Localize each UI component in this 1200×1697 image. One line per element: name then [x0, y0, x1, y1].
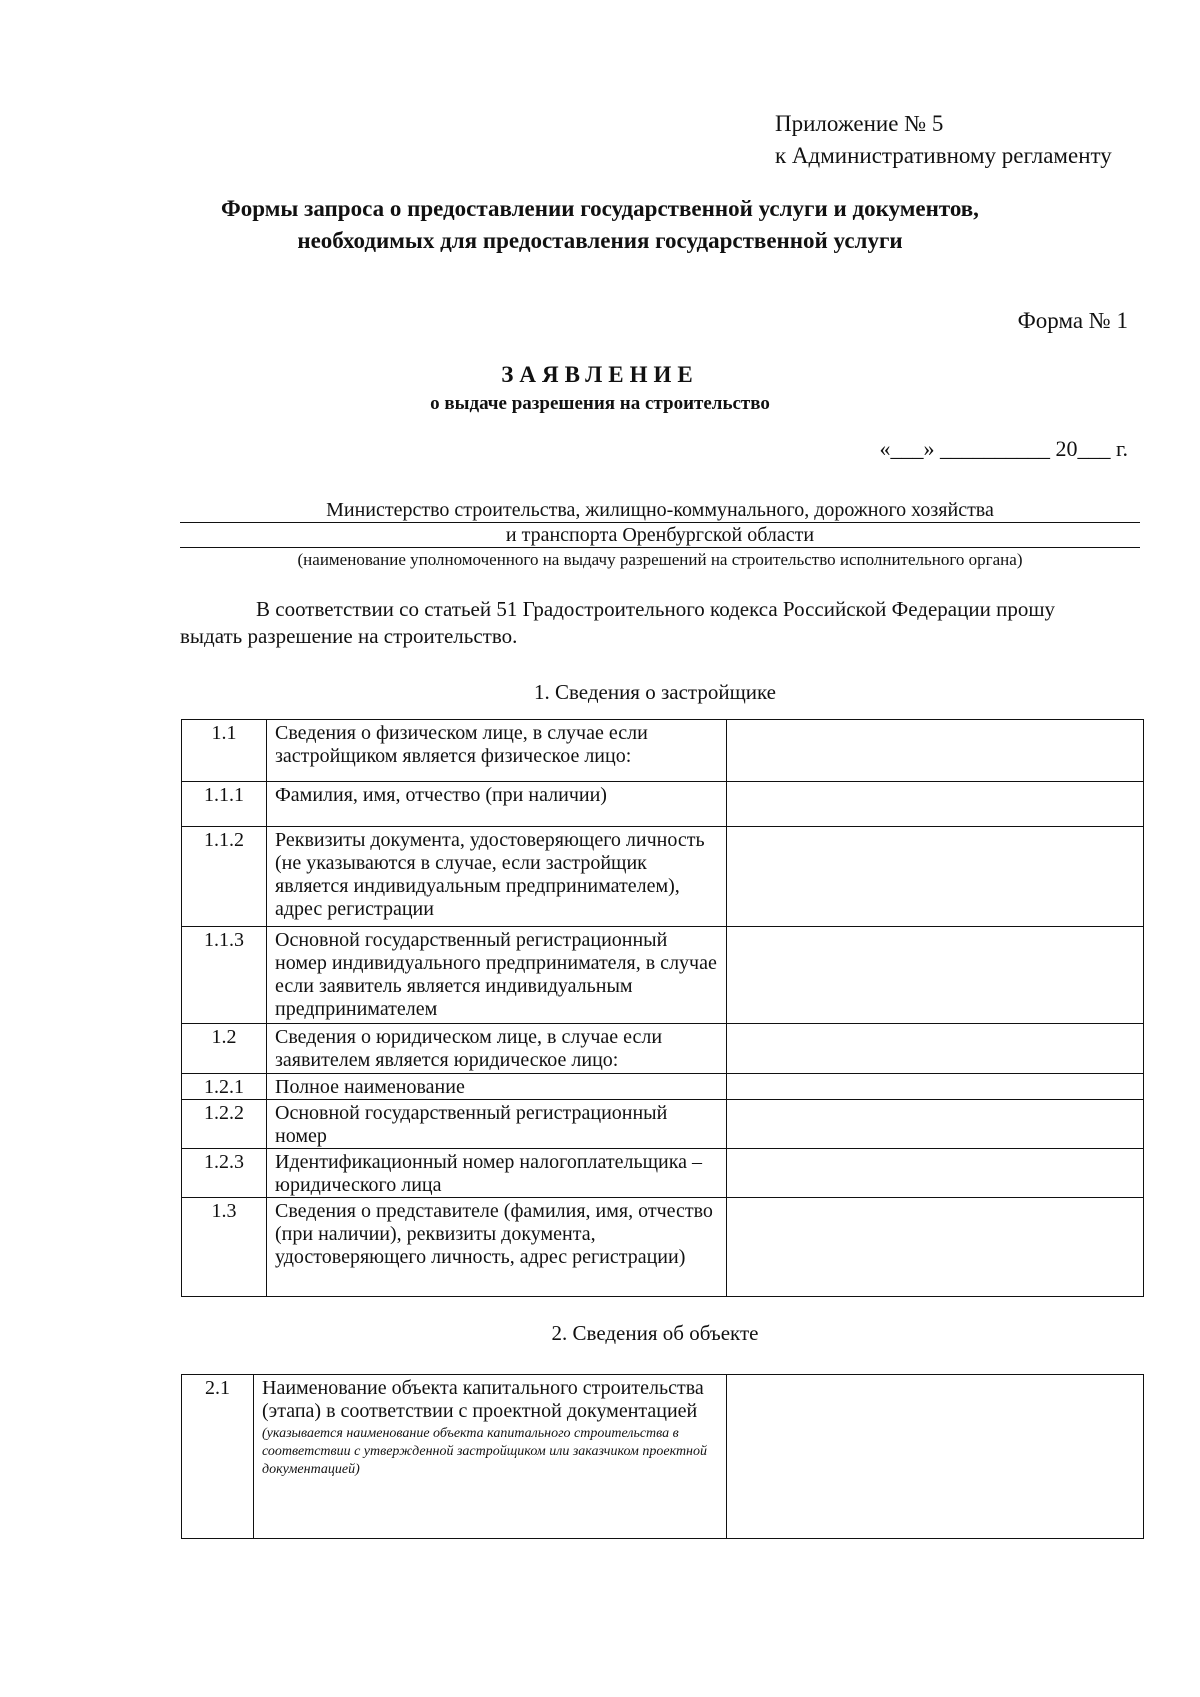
row-label-cell: [267, 1100, 727, 1149]
row-label-cell: [267, 720, 727, 782]
row-number: 1.1.3: [182, 927, 267, 1024]
row-number: 1.2.1: [182, 1074, 267, 1100]
section-2-heading: 2. Сведения об объекте: [551, 1321, 759, 1345]
row-label-cell: [267, 1198, 727, 1297]
table-row: [182, 1375, 1144, 1539]
table-row: [182, 1024, 1144, 1074]
row-label-cell: [267, 1024, 727, 1074]
row-note: (указывается наименование объекта капитального строительства в соответствии с утвержденной застройщиком или заказчиком проектной документацией): [262, 1426, 707, 1477]
appendix-number: Приложение № 5: [775, 111, 944, 136]
row-label: Сведения о физическом лице, в случае если застройщиком является физическое лицо:: [275, 722, 648, 767]
row-value-field[interactable]: [727, 1024, 1144, 1074]
row-label: Основной государственный регистрационный номер: [275, 1102, 668, 1147]
intro-paragraph: В соответствии со статьей 51 Градостроительного кодекса Российской Федерации прошу выдать разрешение на строительство.: [180, 597, 1055, 648]
row-label-cell: [267, 1074, 727, 1100]
row-number: 1.1.1: [182, 782, 267, 827]
table-row: [182, 827, 1144, 927]
form-number: Форма № 1: [1017, 308, 1128, 333]
row-label: Основной государственный регистрационный номер индивидуального предпринимателя, в случае если заявитель является индивидуальным предпринимателем: [275, 929, 717, 1020]
appendix-header: [775, 108, 1112, 172]
row-label-cell: [267, 1149, 727, 1198]
row-label: Реквизиты документа, удостоверяющего личность (не указываются в случае, если застройщик является индивидуальным предпринимателем), адрес регистрации: [275, 829, 705, 920]
row-label: Сведения о представителе (фамилия, имя, отчество (при наличии), реквизиты документа, удостоверяющего личность, адрес регистрации): [275, 1200, 713, 1268]
object-table: [181, 1374, 1144, 1539]
authority-line-1: Министерство строительства, жилищно-коммунального, дорожного хозяйства: [180, 498, 1140, 523]
applicant-table: [181, 719, 1144, 1297]
row-value-field[interactable]: [727, 1074, 1144, 1100]
row-value-field[interactable]: [727, 827, 1144, 927]
table-row: [182, 1074, 1144, 1100]
row-label-cell: [267, 827, 727, 927]
date-line: «___» __________ 20___ г.: [879, 436, 1128, 461]
row-number: 1.2.3: [182, 1149, 267, 1198]
row-value-field[interactable]: [727, 1149, 1144, 1198]
row-label: Идентификационный номер налогоплательщика – юридического лица: [275, 1151, 703, 1196]
row-number: 1.3: [182, 1198, 267, 1297]
row-value-field[interactable]: [727, 1100, 1144, 1149]
row-value-field[interactable]: [727, 782, 1144, 827]
statement-title: ЗАЯВЛЕНИЕ: [501, 362, 699, 387]
document-title: [0, 193, 1200, 257]
row-label: Полное наименование: [275, 1076, 465, 1098]
row-label-cell: [267, 782, 727, 827]
section-1-heading: 1. Сведения о застройщике: [533, 680, 776, 704]
row-value-field[interactable]: [727, 927, 1144, 1024]
table-row: [182, 720, 1144, 782]
document-title-line-2: необходимых для предоставления государственной услуги: [297, 228, 903, 253]
row-label: Сведения о юридическом лице, в случае если заявителем является юридическое лицо:: [275, 1026, 663, 1071]
applicant-table-body: [182, 720, 1144, 1297]
statement-subtitle: о выдаче разрешения на строительство: [430, 393, 770, 414]
row-value-field[interactable]: [727, 1375, 1144, 1539]
authority-line-2: и транспорта Оренбургской области: [180, 523, 1140, 548]
table-row: [182, 1100, 1144, 1149]
row-number: 1.1.2: [182, 827, 267, 927]
row-label-cell: [254, 1375, 727, 1539]
row-label-cell: [267, 927, 727, 1024]
document-title-line-1: Формы запроса о предоставлении государственной услуги и документов,: [221, 196, 979, 221]
object-table-body: [182, 1375, 1144, 1539]
table-row: [182, 782, 1144, 827]
row-label: Фамилия, имя, отчество (при наличии): [275, 784, 607, 806]
row-value-field[interactable]: [727, 1198, 1144, 1297]
row-value-field[interactable]: [727, 720, 1144, 782]
authority-caption: (наименование уполномоченного на выдачу разрешений на строительство исполнительного органа): [297, 550, 1023, 569]
authority-block: [180, 498, 1140, 572]
row-number: 2.1: [182, 1375, 254, 1539]
row-label: Наименование объекта капитального строительства (этапа) в соответствии с проектной документацией: [262, 1377, 704, 1422]
table-row: [182, 1198, 1144, 1297]
appendix-reference: к Административному регламенту: [775, 143, 1112, 168]
row-number: 1.1: [182, 720, 267, 782]
statement-heading: [0, 360, 1200, 418]
row-number: 1.2.2: [182, 1100, 267, 1149]
table-row: [182, 927, 1144, 1024]
row-number: 1.2: [182, 1024, 267, 1074]
table-row: [182, 1149, 1144, 1198]
